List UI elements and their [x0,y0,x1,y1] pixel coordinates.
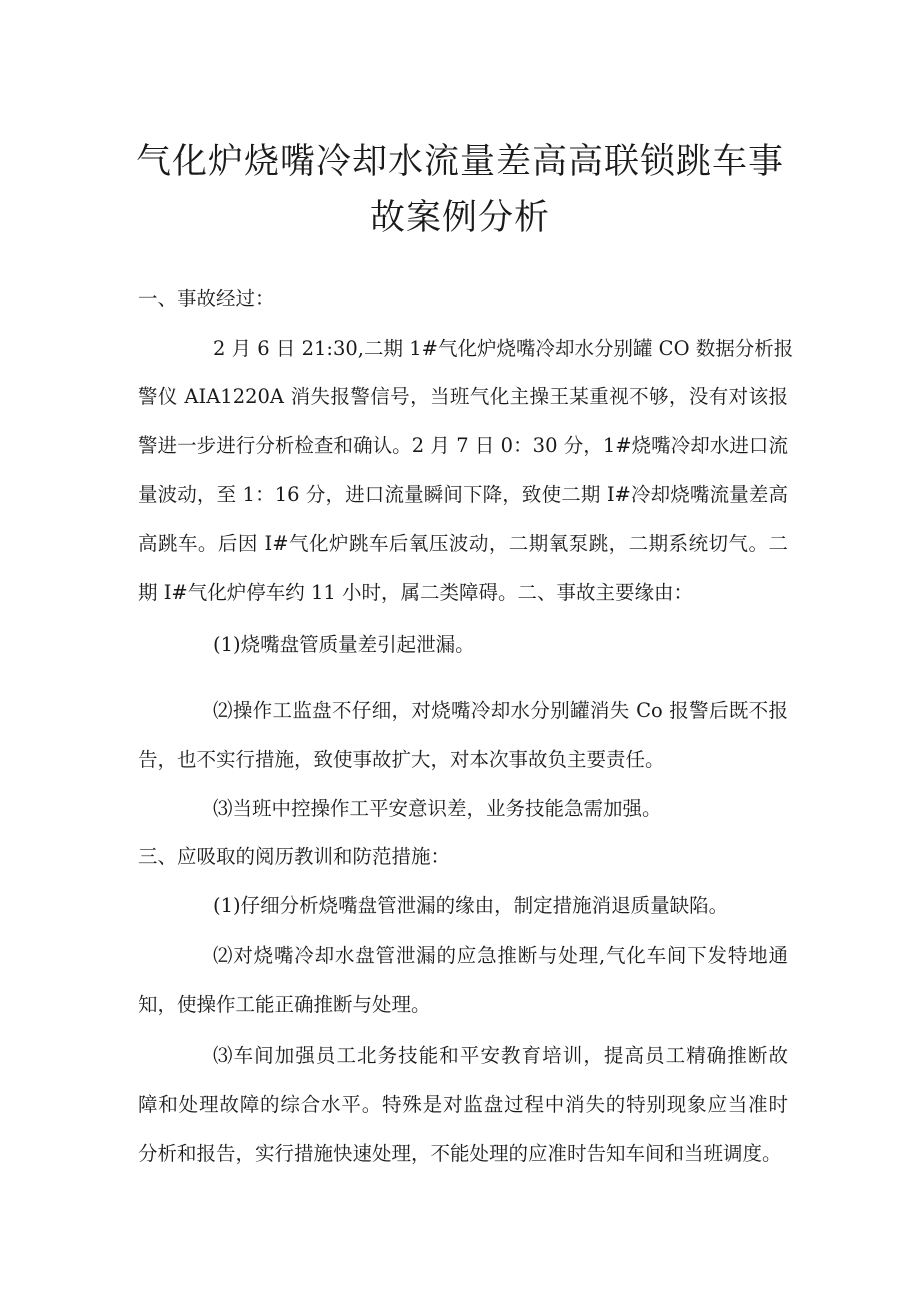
list-item: ⑵操作工监盘不仔细，对烧嘴冷却水分别罐消失 Co 报警后既不报 [213,699,788,722]
list-item-continuation: 知，使操作工能正确推断与处理。 [138,993,431,1016]
paragraph-line: 警仪 AIA1220A 消失报警信号，当班气化主操王某重视不够，没有对该报 [138,385,788,408]
list-item: ⑵对烧嘴冷却水盘管泄漏的应急推断与处理,气化车间下发特地通 [213,944,788,967]
paragraph-line: 量波动，至 1：16 分，进口流量瞬间下降，致使二期 I#冷却烧嘴流量差高 [138,483,788,506]
paragraph-line: 期 I#气化炉停车约 11 小时，属二类障碍。二、事故主要缘由： [138,581,693,604]
list-item-continuation: 障和处理故障的综合水平。特殊是对监盘过程中消失的特别现象应当准时 [138,1093,788,1116]
list-item: ⑶车间加强员工北务技能和平安教育培训，提高员工精确推断故 [213,1044,788,1067]
list-item-continuation: 分析和报告，实行措施快速处理，不能处理的应准时告知车间和当班调度。 [138,1142,782,1165]
list-item: (1)仔细分析烧嘴盘管泄漏的缘由，制定措施消退质量缺陷。 [213,894,729,917]
paragraph-line: 警进一步进行分析检查和确认。2 月 7 日 0：30 分，1#烧嘴冷却水进口流 [138,434,788,457]
section-1-heading: 一、事故经过： [138,287,275,310]
document-title-line-2: 故案例分析 [369,198,550,238]
list-item: (1)烧嘴盘管质量差引起泄漏。 [213,633,475,656]
list-item-continuation: 告，也不实行措施，致使事故扩大，对本次事故负主要责任。 [138,748,665,771]
section-3-heading: 三、应吸取的阅历教训和防范措施： [138,845,451,868]
list-item: ⑶当班中控操作工平安意识差，业务技能急需加强。 [213,797,662,820]
document-title-line-1: 气化炉烧嘴冷却水流量差高高联锁跳车事 [135,142,784,182]
paragraph-line: 2 月 6 日 21:30,二期 1#气化炉烧嘴冷却水分别罐 CO 数据分析报 [213,337,794,360]
paragraph-line: 高跳车。后因 I#气化炉跳车后氧压波动，二期氧泵跳，二期系统切气。二 [138,532,788,555]
